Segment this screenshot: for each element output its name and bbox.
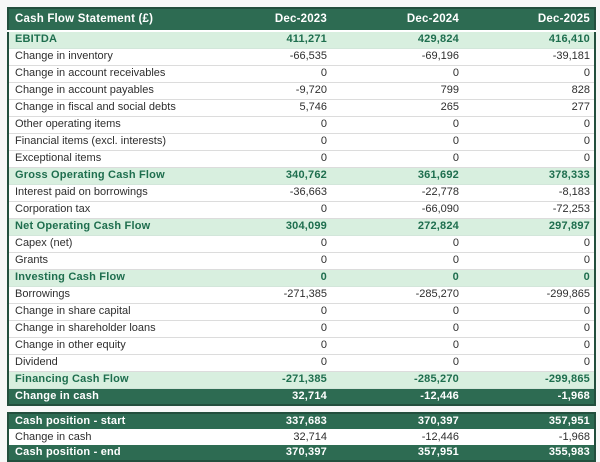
table-row [8,303,595,320]
cell-value: -285,270 [415,288,459,300]
table-row [8,286,595,303]
row-label: Interest paid on borrowings [15,186,148,198]
table-row [8,269,595,286]
cell-value: 0 [452,254,459,266]
row-label: Change in account payables [15,84,154,96]
row-label: Cash position - end [15,446,121,458]
cell-value: 0 [320,271,327,283]
row-label: Financial items (excl. interests) [15,135,166,147]
table-header-row [8,8,595,31]
cell-value: 357,951 [548,414,590,427]
cell-value: 0 [452,237,459,249]
cash-position-table [7,412,596,462]
cell-value: -72,253 [552,203,590,215]
cell-value: -39,181 [552,50,590,62]
cell-value: -12,446 [421,430,459,443]
cell-value: 429,824 [417,33,459,46]
table-title: Cash Flow Statement (£) [8,8,199,31]
cell-value: 0 [320,339,327,351]
cell-value: 0 [583,271,590,283]
cell-value: 0 [320,356,327,368]
cell-value: 0 [320,203,327,215]
cell-value: -1,968 [558,430,590,443]
row-label: Capex (net) [15,237,73,249]
table-row [8,65,595,82]
table-row [8,99,595,116]
cell-value: 0 [320,237,327,249]
table-row [8,388,595,405]
table-row [8,150,595,167]
cell-value: 370,397 [417,414,459,427]
row-label: Change in cash [15,430,92,443]
cell-value: 0 [583,135,590,147]
table-row [8,167,595,184]
cell-value: 355,983 [548,446,590,458]
cell-value: -66,535 [289,50,327,62]
row-label: Change in shareholder loans [15,322,156,334]
cell-value: 0 [583,254,590,266]
cell-value: 340,762 [285,169,327,181]
cell-value: 0 [452,152,459,164]
cell-value: 357,951 [417,446,459,458]
cell-value: 0 [583,339,590,351]
row-label: Net Operating Cash Flow [15,220,151,232]
cell-value: 337,683 [285,414,327,427]
row-label: Change in fiscal and social debts [15,101,176,113]
cell-value: 0 [320,118,327,130]
column-header-dec-2024: Dec-2024 [331,8,463,31]
cell-value: 799 [440,84,459,96]
column-header-dec-2025: Dec-2025 [463,8,595,31]
row-label: Exceptional items [15,152,102,164]
cell-value: -8,183 [558,186,590,198]
cell-value: 0 [452,135,459,147]
cell-value: 370,397 [285,446,327,458]
cell-value: 0 [320,305,327,317]
row-label: Change in cash [15,389,100,402]
cell-value: 0 [583,305,590,317]
cell-value: 0 [583,237,590,249]
cell-value: 411,271 [286,33,327,46]
row-label: Financing Cash Flow [15,373,129,385]
table-row [8,218,595,235]
cell-value: 0 [320,135,327,147]
row-label: Cash position - start [15,414,126,427]
table-row [8,413,595,429]
cell-value: 0 [320,254,327,266]
column-header-dec-2023: Dec-2023 [199,8,331,31]
cell-value: 0 [452,322,459,334]
table-row [8,201,595,218]
table-row [8,235,595,252]
cell-value: -299,865 [546,288,590,300]
cell-value: 0 [320,322,327,334]
cell-value: -271,385 [283,288,327,300]
cell-value: 0 [583,118,590,130]
cell-value: 277 [571,101,590,113]
row-label: Change in share capital [15,305,131,317]
cell-value: 0 [320,67,327,79]
cell-value: -1,968 [557,389,590,402]
row-label: Change in account receivables [15,67,166,79]
cell-value: 828 [571,84,590,96]
table-row [8,31,595,48]
table-row [8,184,595,201]
row-label: Change in other equity [15,339,126,351]
row-label: Borrowings [15,288,71,300]
table-row [8,354,595,371]
table-row [8,371,595,388]
row-label: Change in inventory [15,50,113,62]
cell-value: 0 [452,67,459,79]
cell-value: 297,897 [548,220,590,232]
table-row [8,252,595,269]
cell-value: 0 [452,339,459,351]
cell-value: -69,196 [421,50,459,62]
cell-value: 32,714 [293,430,327,443]
table-row [8,445,595,461]
row-label: Corporation tax [15,203,91,215]
cell-value: 0 [583,322,590,334]
cell-value: 416,410 [548,33,590,46]
table-row [8,82,595,99]
table-row [8,116,595,133]
cash-flow-table [7,7,596,406]
cell-value: -9,720 [295,84,327,96]
cell-value: 0 [583,356,590,368]
cell-value: 0 [452,305,459,317]
cell-value: 378,333 [548,169,590,181]
cell-value: -271,385 [281,373,327,385]
cell-value: -299,865 [544,373,590,385]
table-row [8,429,595,445]
cell-value: 0 [452,271,459,283]
cell-value: 0 [583,152,590,164]
cell-value: 32,714 [292,389,327,402]
cell-value: 265 [440,101,459,113]
row-label: Grants [15,254,49,266]
cell-value: -66,090 [421,203,459,215]
cell-value: -12,446 [420,389,459,402]
table-row [8,133,595,150]
cell-value: -22,778 [421,186,459,198]
cell-value: 0 [320,152,327,164]
table-row [8,320,595,337]
row-label: Dividend [15,356,58,368]
cell-value: 361,692 [417,169,459,181]
cell-value: -285,270 [413,373,459,385]
cell-value: 304,099 [285,220,327,232]
cell-value: 272,824 [417,220,459,232]
row-label: Investing Cash Flow [15,271,126,283]
row-label: Gross Operating Cash Flow [15,169,165,181]
cell-value: 0 [583,67,590,79]
row-label: Other operating items [15,118,121,130]
table-row [8,48,595,65]
cell-value: 0 [452,356,459,368]
cash-flow-statement-page [7,7,596,462]
cell-value: 5,746 [299,101,327,113]
table-row [8,337,595,354]
cell-value: 0 [452,118,459,130]
cell-value: -36,663 [289,186,327,198]
row-label: EBITDA [15,33,58,46]
